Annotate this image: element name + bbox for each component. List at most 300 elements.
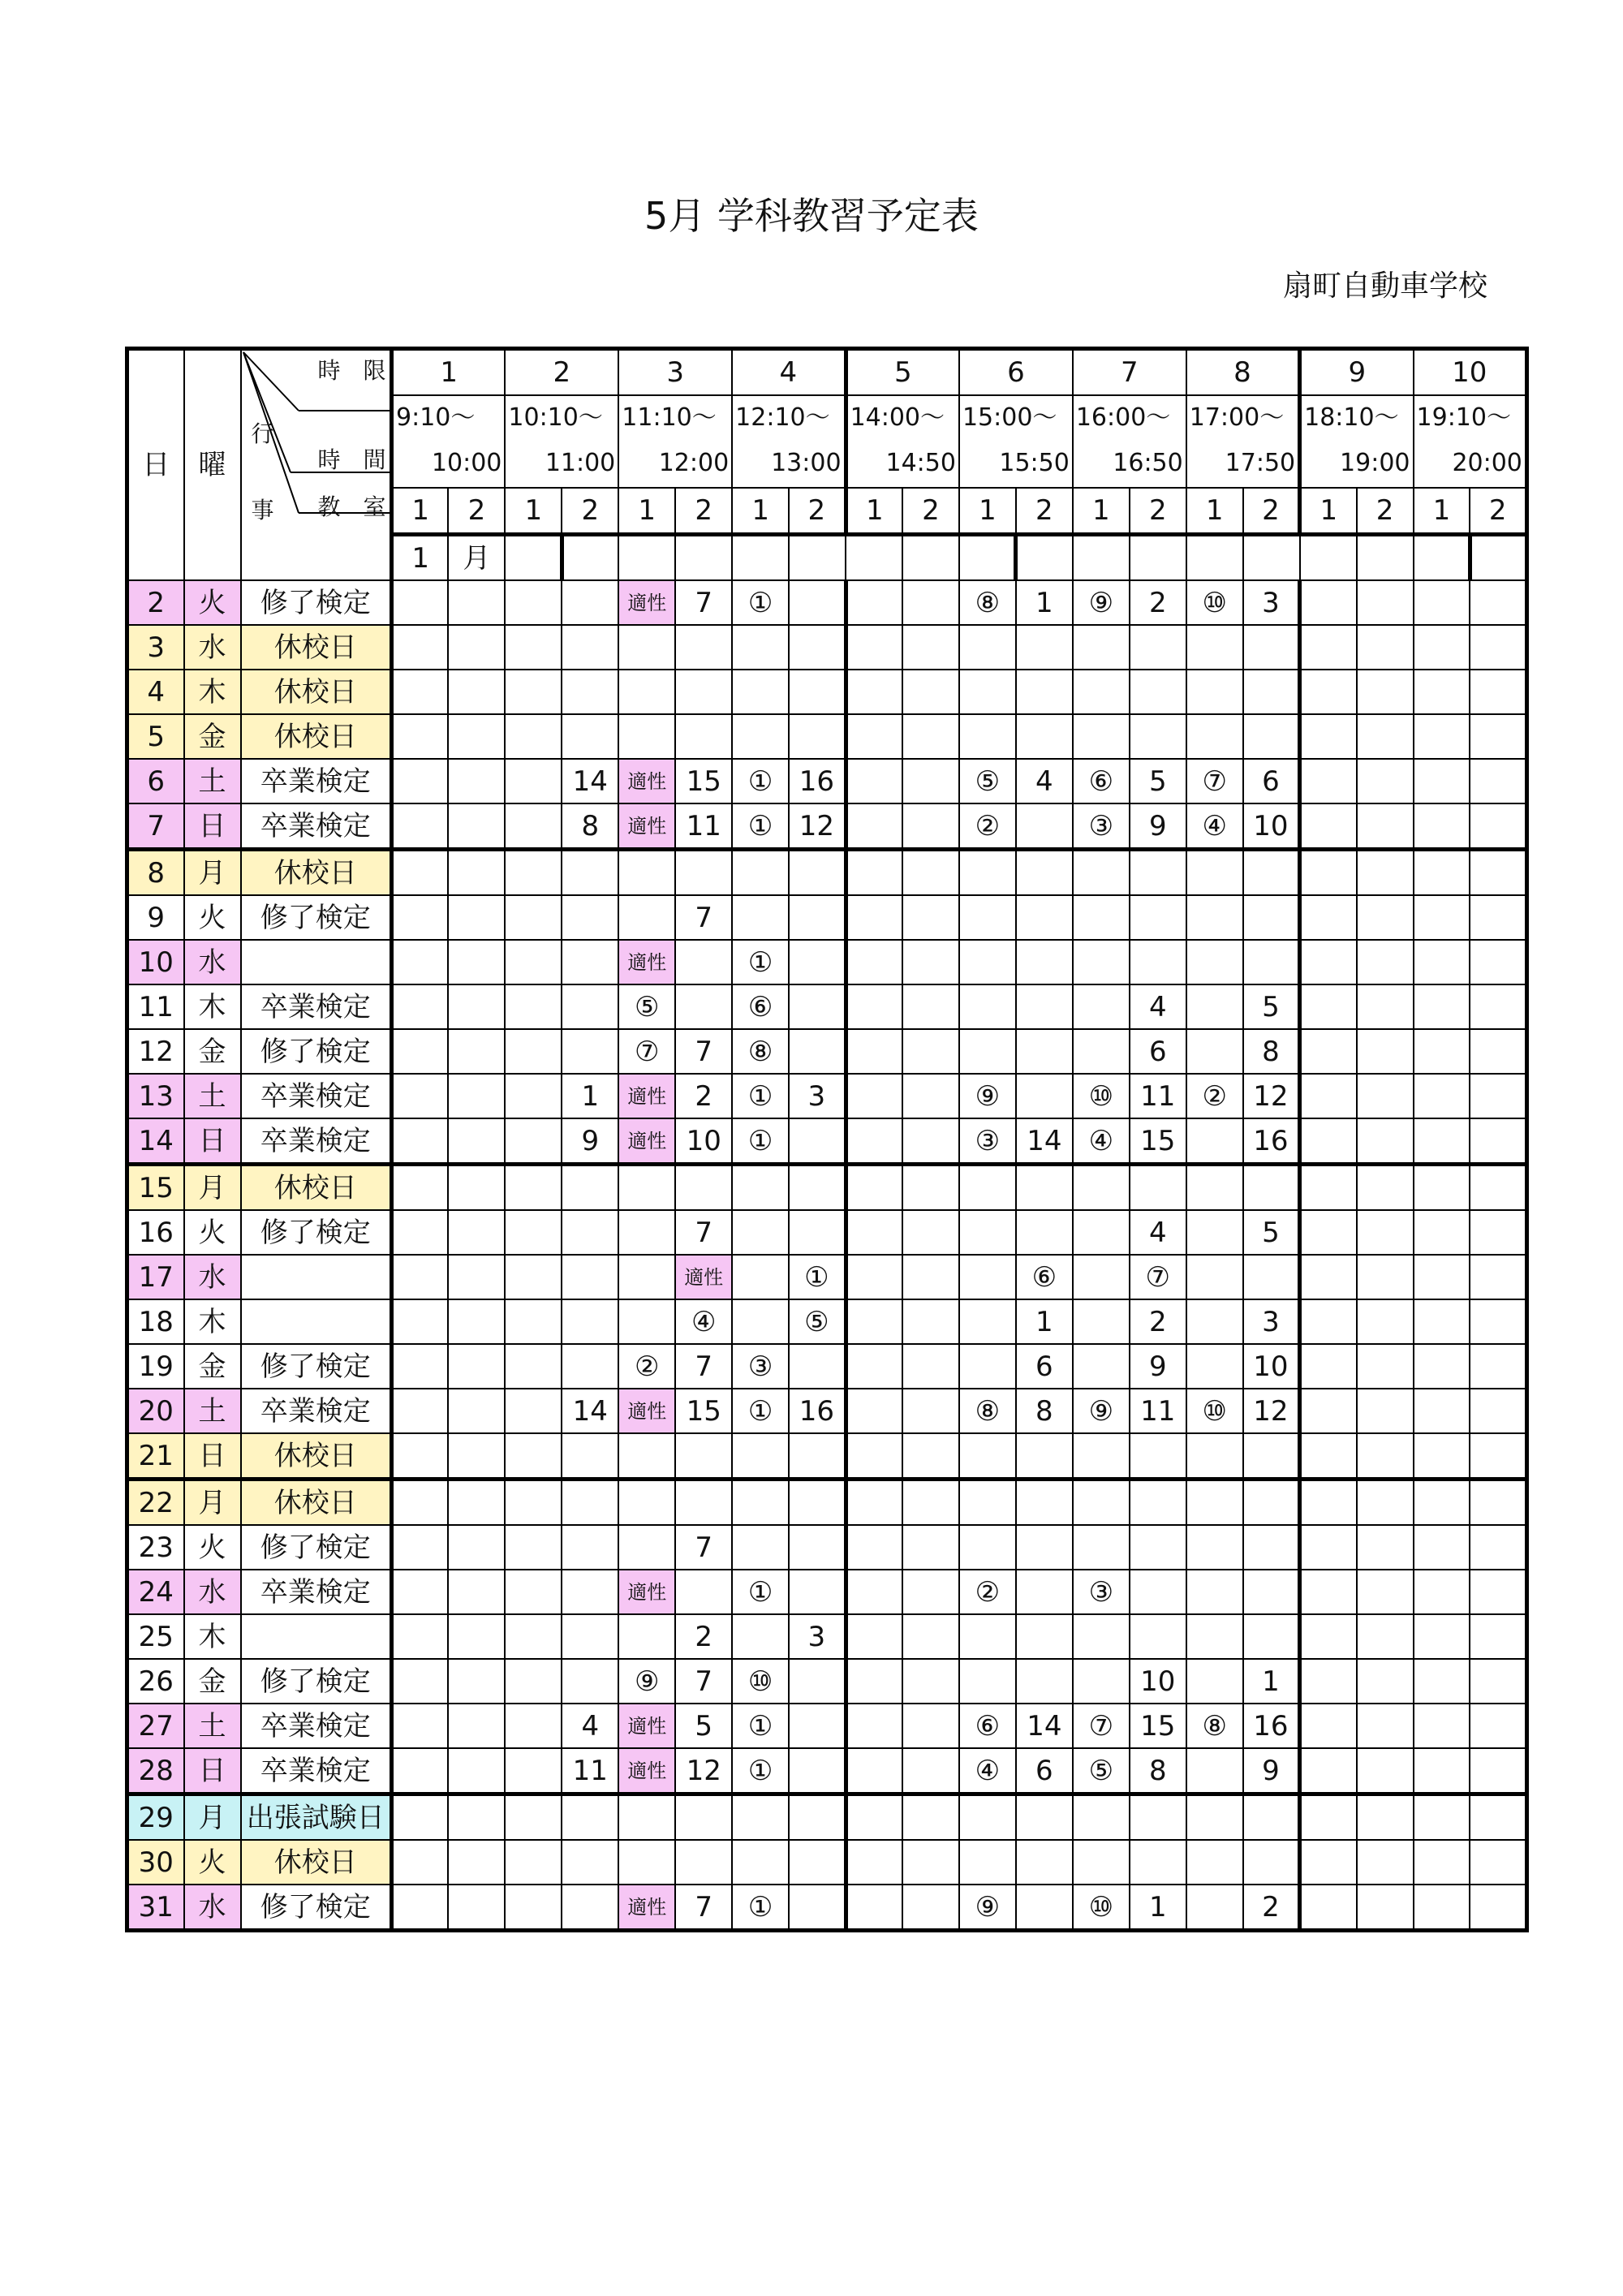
schedule-cell — [1357, 1704, 1414, 1748]
schedule-cell — [392, 714, 449, 759]
schedule-cell — [448, 1885, 505, 1931]
schedule-cell — [1357, 1794, 1414, 1841]
schedule-cell — [448, 1118, 505, 1165]
schedule-cell — [1414, 940, 1470, 984]
schedule-cell — [618, 1480, 675, 1526]
room-number: 1 — [1300, 488, 1357, 535]
schedule-cell — [1357, 940, 1414, 984]
schedule-cell — [448, 984, 505, 1029]
schedule-cell — [1186, 940, 1243, 984]
weekday: 土 — [184, 759, 241, 803]
period-number: 3 — [618, 349, 732, 396]
schedule-cell — [846, 1480, 902, 1526]
schedule-cell — [1130, 670, 1186, 714]
schedule-cell: 8 — [1130, 1748, 1186, 1794]
schedule-cell — [392, 1570, 449, 1614]
schedule-cell — [1186, 625, 1243, 670]
schedule-cell — [1414, 1165, 1470, 1211]
schedule-cell — [732, 1840, 789, 1885]
schedule-cell — [618, 1210, 675, 1255]
schedule-cell — [902, 1659, 959, 1704]
schedule-cell — [846, 1029, 902, 1074]
schedule-cell — [1073, 1433, 1130, 1480]
schedule-cell — [846, 1255, 902, 1299]
schedule-cell — [1357, 1344, 1414, 1389]
day-number: 5 — [127, 714, 184, 759]
period-end-time: 12:00 — [658, 449, 730, 477]
schedule-cell — [505, 1344, 562, 1389]
schedule-cell — [1186, 1210, 1243, 1255]
period-start-time: 17:00～ — [1189, 403, 1285, 432]
schedule-cell — [846, 1659, 902, 1704]
schedule-cell — [1186, 1525, 1243, 1570]
schedule-cell — [959, 940, 1016, 984]
schedule-cell: ③ — [1073, 803, 1130, 850]
schedule-cell — [1130, 895, 1186, 940]
schedule-cell — [1414, 1255, 1470, 1299]
schedule-cell — [448, 1299, 505, 1344]
event-label: 修了検定 — [241, 1210, 392, 1255]
weekday: 金 — [184, 1344, 241, 1389]
schedule-cell — [959, 1480, 1016, 1526]
schedule-cell: ① — [789, 1255, 846, 1299]
schedule-cell: 15 — [1130, 1704, 1186, 1748]
schedule-cell — [902, 580, 959, 625]
schedule-cell — [846, 1794, 902, 1841]
schedule-cell — [789, 1659, 846, 1704]
schedule-cell — [618, 1525, 675, 1570]
schedule-cell — [846, 670, 902, 714]
schedule-cell — [618, 850, 675, 896]
schedule-cell — [1414, 984, 1470, 1029]
schedule-cell — [392, 1659, 449, 1704]
schedule-cell — [789, 1344, 846, 1389]
event-label — [241, 1255, 392, 1299]
schedule-cell — [1414, 1029, 1470, 1074]
schedule-cell — [902, 714, 959, 759]
schedule-cell — [789, 1165, 846, 1211]
schedule-cell: 1 — [562, 1074, 618, 1118]
schedule-cell — [1414, 580, 1470, 625]
schedule-cell — [448, 803, 505, 850]
schedule-cell: ⑤ — [789, 1299, 846, 1344]
period-start-time: 9:10～ — [396, 403, 476, 432]
schedule-cell: 8 — [1243, 1029, 1300, 1074]
day-row — [127, 850, 1527, 896]
schedule-cell — [1243, 670, 1300, 714]
schedule-cell: ① — [732, 940, 789, 984]
schedule-cell — [1073, 850, 1130, 896]
schedule-cell — [732, 1480, 789, 1526]
schedule-cell: ⑦ — [1130, 1255, 1186, 1299]
schedule-cell — [448, 1525, 505, 1570]
room-number: 1 — [732, 488, 789, 535]
schedule-cell: 2 — [1243, 1885, 1300, 1931]
schedule-cell — [1186, 1885, 1243, 1931]
schedule-cell — [1243, 625, 1300, 670]
schedule-cell: 10 — [1243, 1344, 1300, 1389]
schedule-cell — [448, 850, 505, 896]
schedule-cell — [1186, 984, 1243, 1029]
schedule-cell — [959, 1029, 1016, 1074]
schedule-cell: ① — [732, 580, 789, 625]
weekday: 土 — [184, 1704, 241, 1748]
schedule-cell — [562, 625, 618, 670]
schedule-cell — [392, 940, 449, 984]
schedule-cell — [1073, 535, 1130, 581]
day-number: 27 — [127, 1704, 184, 1748]
schedule-cell — [505, 1210, 562, 1255]
weekday: 火 — [184, 1525, 241, 1570]
weekday: 火 — [184, 580, 241, 625]
schedule-cell — [448, 1389, 505, 1433]
weekday: 土 — [184, 1074, 241, 1118]
schedule-cell — [448, 1433, 505, 1480]
day-number: 22 — [127, 1480, 184, 1526]
day-row — [127, 1165, 1527, 1211]
schedule-cell — [1016, 670, 1073, 714]
schedule-cell — [505, 1659, 562, 1704]
period-start-time: 18:10～ — [1304, 403, 1399, 432]
schedule-cell — [1016, 1525, 1073, 1570]
schedule-cell: 2 — [1130, 1299, 1186, 1344]
schedule-cell: ③ — [1073, 1570, 1130, 1614]
schedule-cell — [1470, 625, 1526, 670]
schedule-cell — [789, 1210, 846, 1255]
schedule-cell — [1470, 1389, 1526, 1433]
schedule-cell: 9 — [562, 1118, 618, 1165]
schedule-cell: 16 — [1243, 1118, 1300, 1165]
schedule-cell — [505, 1118, 562, 1165]
schedule-cell — [1300, 759, 1357, 803]
schedule-cell — [562, 1794, 618, 1841]
schedule-cell — [1414, 714, 1470, 759]
schedule-cell — [1414, 850, 1470, 896]
schedule-cell — [1243, 535, 1300, 581]
schedule-cell — [1073, 1165, 1130, 1211]
schedule-cell — [902, 940, 959, 984]
weekday: 火 — [184, 1210, 241, 1255]
schedule-cell — [1470, 1165, 1526, 1211]
schedule-cell — [1073, 1029, 1130, 1074]
period-end-time: 13:00 — [771, 449, 842, 477]
schedule-cell — [732, 625, 789, 670]
day-row — [127, 1480, 1527, 1526]
schedule-cell — [1414, 1659, 1470, 1704]
schedule-cell — [902, 895, 959, 940]
event-label: 休校日 — [241, 1480, 392, 1526]
schedule-cell — [1073, 625, 1130, 670]
schedule-cell: ② — [959, 803, 1016, 850]
day-number: 16 — [127, 1210, 184, 1255]
schedule-cell: ① — [732, 1885, 789, 1931]
schedule-cell — [562, 850, 618, 896]
schedule-cell: 6 — [1243, 759, 1300, 803]
schedule-cell — [1470, 895, 1526, 940]
day-number: 11 — [127, 984, 184, 1029]
schedule-cell — [1414, 1748, 1470, 1794]
schedule-cell — [1414, 1704, 1470, 1748]
room-number: 2 — [448, 488, 505, 535]
schedule-cell: 10 — [1130, 1659, 1186, 1704]
period-end-time: 16:50 — [1113, 449, 1183, 477]
schedule-cell: 適性 — [618, 1704, 675, 1748]
schedule-cell — [505, 1299, 562, 1344]
period-time — [959, 395, 1073, 488]
schedule-cell — [1243, 850, 1300, 896]
schedule-cell — [902, 625, 959, 670]
schedule-cell — [846, 714, 902, 759]
schedule-cell — [789, 625, 846, 670]
schedule-cell: ④ — [959, 1748, 1016, 1794]
period-start-time: 11:10～ — [622, 403, 717, 432]
schedule-cell: ② — [618, 1344, 675, 1389]
schedule-cell — [1186, 1255, 1243, 1299]
schedule-cell — [1414, 535, 1470, 581]
schedule-cell — [1470, 1614, 1526, 1659]
period-start-time: 12:10～ — [735, 403, 830, 432]
period-number: 8 — [1186, 349, 1300, 396]
schedule-cell — [1073, 1344, 1130, 1389]
weekday: 金 — [184, 1659, 241, 1704]
schedule-cell — [1357, 984, 1414, 1029]
schedule-cell: ⑧ — [959, 1389, 1016, 1433]
schedule-cell — [846, 1299, 902, 1344]
schedule-cell — [846, 1704, 902, 1748]
schedule-cell: ⑥ — [1016, 1255, 1073, 1299]
schedule-cell — [1016, 1614, 1073, 1659]
event-label: 卒業検定 — [241, 759, 392, 803]
schedule-cell — [1357, 714, 1414, 759]
room-number: 2 — [1357, 488, 1414, 535]
schedule-cell — [1186, 1433, 1243, 1480]
schedule-cell: ⑩ — [732, 1659, 789, 1704]
schedule-cell: 14 — [1016, 1704, 1073, 1748]
room-number: 2 — [1016, 488, 1073, 535]
schedule-cell — [392, 759, 449, 803]
schedule-cell: 適性 — [618, 1570, 675, 1614]
room-number: 1 — [1186, 488, 1243, 535]
schedule-cell — [1470, 1118, 1526, 1165]
schedule-cell: 10 — [675, 1118, 732, 1165]
schedule-cell — [959, 535, 1016, 581]
schedule-cell: 8 — [1016, 1389, 1073, 1433]
room-number: 2 — [1130, 488, 1186, 535]
day-row — [127, 759, 1527, 803]
schedule-cell — [1300, 940, 1357, 984]
schedule-cell — [1130, 625, 1186, 670]
schedule-cell — [1357, 803, 1414, 850]
schedule-cell — [789, 1029, 846, 1074]
schedule-cell — [562, 1299, 618, 1344]
event-label: 休校日 — [241, 1840, 392, 1885]
schedule-cell: 14 — [1016, 1118, 1073, 1165]
schedule-cell — [562, 1210, 618, 1255]
event-label: 卒業検定 — [241, 1570, 392, 1614]
schedule-cell — [505, 580, 562, 625]
schedule-cell — [846, 1840, 902, 1885]
schedule-cell: 適性 — [618, 1074, 675, 1118]
schedule-cell — [1243, 940, 1300, 984]
schedule-cell — [392, 1480, 449, 1526]
schedule-cell: 2 — [675, 1074, 732, 1118]
schedule-cell: ① — [732, 1118, 789, 1165]
day-number: 30 — [127, 1840, 184, 1885]
schedule-cell — [505, 1433, 562, 1480]
event-label — [241, 1614, 392, 1659]
schedule-cell — [562, 1255, 618, 1299]
schedule-cell — [505, 1570, 562, 1614]
schedule-cell — [392, 1525, 449, 1570]
schedule-cell — [1470, 1570, 1526, 1614]
weekday: 月 — [184, 1794, 241, 1841]
schedule-cell — [789, 1794, 846, 1841]
schedule-cell — [505, 1704, 562, 1748]
schedule-cell — [1357, 1840, 1414, 1885]
schedule-cell — [1414, 1840, 1470, 1885]
schedule-cell: ⑩ — [1073, 1885, 1130, 1931]
corner-event-label: 行 — [251, 420, 274, 447]
schedule-cell — [1300, 1794, 1357, 1841]
weekday-header: 曜 — [184, 349, 241, 581]
schedule-cell — [1073, 1480, 1130, 1526]
schedule-cell: ① — [732, 759, 789, 803]
schedule-cell: 11 — [562, 1748, 618, 1794]
schedule-cell — [505, 1614, 562, 1659]
schedule-cell — [1357, 1748, 1414, 1794]
corner-room-label: 教 室 — [317, 493, 386, 520]
schedule-cell: 8 — [562, 803, 618, 850]
day-number: 19 — [127, 1344, 184, 1389]
schedule-cell: 適性 — [618, 1118, 675, 1165]
schedule-cell — [1470, 1255, 1526, 1299]
schedule-cell — [562, 1659, 618, 1704]
schedule-cell — [846, 1748, 902, 1794]
schedule-cell: ⑩ — [1073, 1074, 1130, 1118]
period-end-time: 17:50 — [1225, 449, 1296, 477]
schedule-cell — [846, 1525, 902, 1570]
schedule-cell — [732, 670, 789, 714]
schedule-cell — [1414, 1433, 1470, 1480]
schedule-cell — [1357, 1165, 1414, 1211]
schedule-cell — [846, 984, 902, 1029]
period-number: 1 — [392, 349, 506, 396]
schedule-cell — [505, 1389, 562, 1433]
schedule-cell — [562, 1570, 618, 1614]
schedule-cell — [1186, 1299, 1243, 1344]
schedule-cell — [1243, 714, 1300, 759]
corner-period-label: 時 限 — [317, 357, 386, 384]
schedule-cell — [1300, 1659, 1357, 1704]
schedule-cell — [1073, 1525, 1130, 1570]
weekday: 水 — [184, 625, 241, 670]
schedule-cell — [1073, 1299, 1130, 1344]
schedule-cell — [562, 1614, 618, 1659]
schedule-cell — [846, 1614, 902, 1659]
schedule-cell — [1300, 803, 1357, 850]
schedule-cell — [448, 1659, 505, 1704]
day-row — [127, 984, 1527, 1029]
event-label: 休校日 — [241, 670, 392, 714]
schedule-cell — [959, 714, 1016, 759]
schedule-cell — [1186, 1794, 1243, 1841]
day-number: 4 — [127, 670, 184, 714]
event-label: 卒業検定 — [241, 803, 392, 850]
schedule-cell: ① — [732, 1074, 789, 1118]
schedule-cell — [1300, 1885, 1357, 1931]
schedule-cell: 3 — [1243, 580, 1300, 625]
schedule-cell — [902, 1840, 959, 1885]
room-number: 2 — [1243, 488, 1300, 535]
schedule-cell — [959, 895, 1016, 940]
schedule-cell — [1073, 1659, 1130, 1704]
schedule-cell: 15 — [675, 1389, 732, 1433]
schedule-cell — [1357, 759, 1414, 803]
schedule-cell: 7 — [675, 1525, 732, 1570]
schedule-cell — [1300, 1433, 1357, 1480]
schedule-cell — [846, 1433, 902, 1480]
event-label: 修了検定 — [241, 1885, 392, 1931]
day-row — [127, 1704, 1527, 1748]
schedule-cell — [1357, 580, 1414, 625]
weekday: 木 — [184, 1299, 241, 1344]
day-number: 2 — [127, 580, 184, 625]
schedule-cell — [1414, 625, 1470, 670]
schedule-cell — [1130, 714, 1186, 759]
schedule-cell — [1300, 670, 1357, 714]
schedule-cell — [448, 1614, 505, 1659]
schedule-cell — [1414, 895, 1470, 940]
day-number: 20 — [127, 1389, 184, 1433]
schedule-cell: 12 — [675, 1748, 732, 1794]
schedule-cell — [392, 1210, 449, 1255]
schedule-cell: ⑦ — [618, 1029, 675, 1074]
day-number: 3 — [127, 625, 184, 670]
schedule-cell — [789, 580, 846, 625]
schedule-cell — [1016, 1480, 1073, 1526]
schedule-cell: 11 — [1130, 1074, 1186, 1118]
schedule-cell — [392, 580, 449, 625]
day-number: 31 — [127, 1885, 184, 1931]
schedule-cell — [1016, 714, 1073, 759]
schedule-cell — [959, 670, 1016, 714]
schedule-cell: 4 — [562, 1704, 618, 1748]
schedule-cell — [732, 850, 789, 896]
day-row — [127, 1570, 1527, 1614]
schedule-cell — [846, 1570, 902, 1614]
schedule-cell — [1414, 670, 1470, 714]
schedule-cell — [1357, 1389, 1414, 1433]
schedule-cell — [959, 1433, 1016, 1480]
schedule-cell — [1016, 1659, 1073, 1704]
schedule-cell — [1357, 1614, 1414, 1659]
schedule-cell: 7 — [675, 1344, 732, 1389]
day-row — [127, 1659, 1527, 1704]
weekday: 土 — [184, 1389, 241, 1433]
schedule-cell — [675, 625, 732, 670]
day-number: 28 — [127, 1748, 184, 1794]
day-number: 14 — [127, 1118, 184, 1165]
schedule-cell — [448, 895, 505, 940]
period-time — [1186, 395, 1300, 488]
weekday: 日 — [184, 1118, 241, 1165]
schedule-cell: 適性 — [618, 1885, 675, 1931]
schedule-cell — [448, 1794, 505, 1841]
schedule-cell — [448, 1570, 505, 1614]
schedule-cell: ① — [732, 1389, 789, 1433]
schedule-cell — [448, 1255, 505, 1299]
schedule-cell — [1300, 535, 1357, 581]
